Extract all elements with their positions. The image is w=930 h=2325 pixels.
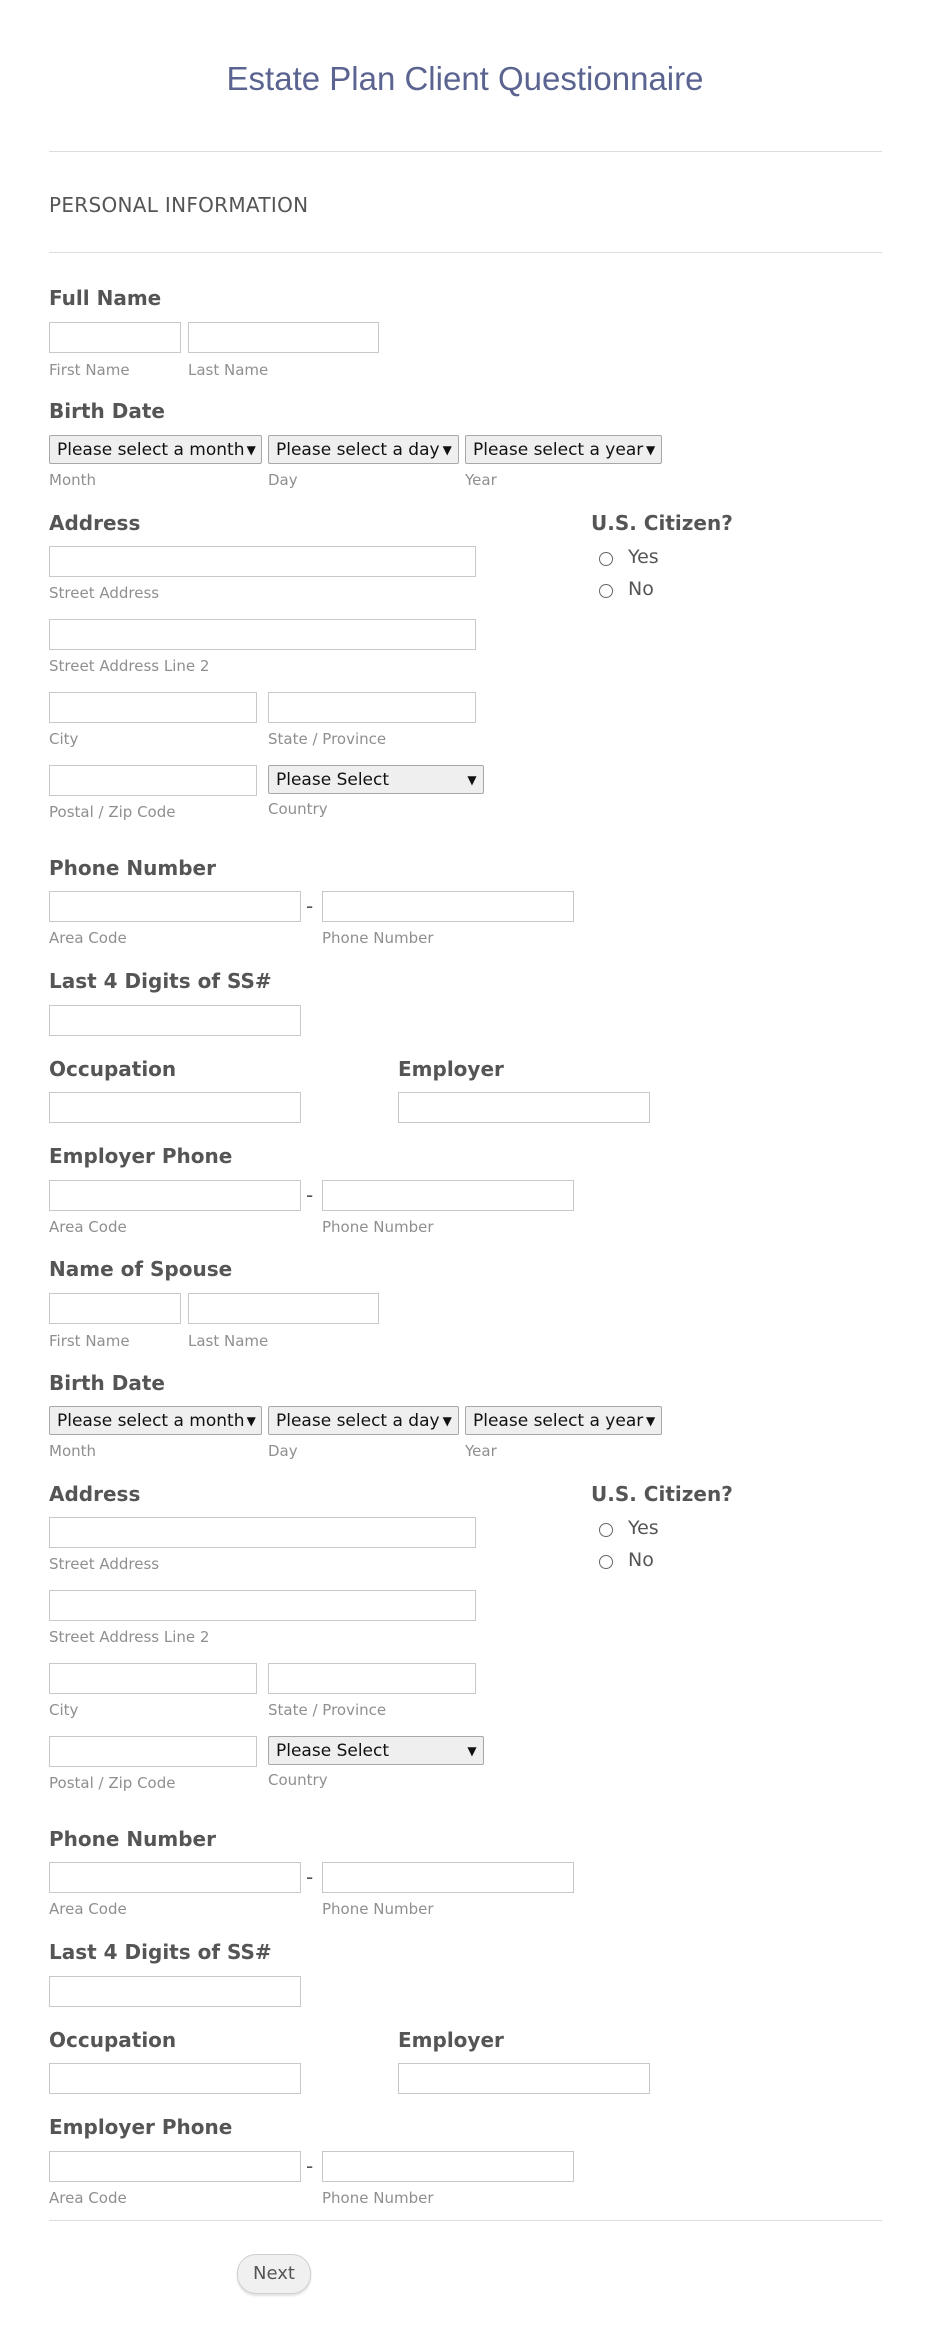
- phone-number-input[interactable]: [322, 891, 574, 922]
- spouse-month-sublabel: Month: [49, 1442, 97, 1460]
- chevron-down-icon: ▼: [442, 1413, 452, 1428]
- citizen-no-label[interactable]: No: [628, 578, 654, 600]
- full-name-label: Full Name: [49, 286, 162, 310]
- day-sublabel: Day: [268, 471, 298, 489]
- street-address-line2-sublabel: Street Address Line 2: [49, 657, 210, 675]
- spouse-citizen-no-radio[interactable]: [599, 1555, 613, 1569]
- birth-year-select[interactable]: [465, 435, 662, 464]
- spouse-country-sublabel: Country: [268, 1771, 328, 1789]
- chevron-down-icon: ▼: [646, 1413, 656, 1428]
- spouse-street-address-line2-input[interactable]: [49, 1590, 476, 1621]
- spouse-birth-day-value: Please select a day: [276, 1410, 440, 1431]
- spouse-citizen-yes-label[interactable]: Yes: [628, 1517, 659, 1539]
- birth-day-value: Please select a day: [276, 439, 440, 460]
- form-title: Estate Plan Client Questionnaire: [226, 60, 704, 97]
- spouse-citizen-yes-radio[interactable]: [599, 1523, 613, 1537]
- chevron-down-icon: ▼: [246, 442, 256, 457]
- chevron-down-icon: ▼: [467, 772, 477, 787]
- spouse-employer-phone-number-sublabel: Phone Number: [322, 2189, 434, 2207]
- spouse-occupation-label: Occupation: [49, 2028, 177, 2052]
- occupation-input[interactable]: [49, 1092, 301, 1123]
- employer-area-code-sublabel: Area Code: [49, 1218, 127, 1236]
- employer-label: Employer: [398, 1057, 504, 1081]
- phone-number-sublabel: Phone Number: [322, 929, 434, 947]
- phone-label: Phone Number: [49, 856, 216, 880]
- spouse-first-name-input[interactable]: [49, 1293, 181, 1324]
- area-code-input[interactable]: [49, 891, 301, 922]
- divider: [49, 252, 882, 253]
- spouse-occupation-input[interactable]: [49, 2063, 301, 2094]
- spouse-phone-number-input[interactable]: [322, 1862, 574, 1893]
- spouse-employer-phone-number-input[interactable]: [322, 2151, 574, 2182]
- birth-date-label: Birth Date: [49, 399, 165, 423]
- spouse-birth-day-select[interactable]: [268, 1406, 459, 1435]
- zip-sublabel: Postal / Zip Code: [49, 803, 176, 821]
- phone-dash: -: [306, 894, 314, 918]
- spouse-state-sublabel: State / Province: [268, 1701, 387, 1719]
- spouse-name-label: Name of Spouse: [49, 1257, 233, 1281]
- phone-dash: -: [306, 1183, 314, 1207]
- spouse-street-address-input[interactable]: [49, 1517, 476, 1548]
- chevron-down-icon: ▼: [442, 442, 452, 457]
- country-sublabel: Country: [268, 800, 328, 818]
- chevron-down-icon: ▼: [467, 1743, 477, 1758]
- state-input[interactable]: [268, 692, 476, 723]
- spouse-employer-label: Employer: [398, 2028, 504, 2052]
- divider: [49, 2220, 882, 2221]
- spouse-last-name-input[interactable]: [188, 1293, 379, 1324]
- employer-input[interactable]: [398, 1092, 650, 1123]
- spouse-country-select[interactable]: [268, 1736, 484, 1765]
- country-select[interactable]: [268, 765, 484, 794]
- ss-input[interactable]: [49, 1005, 301, 1036]
- birth-month-value: Please select a month: [57, 439, 245, 460]
- zip-input[interactable]: [49, 765, 257, 796]
- citizen-yes-radio[interactable]: [599, 552, 613, 566]
- spouse-state-input[interactable]: [268, 1663, 476, 1694]
- country-value: Please Select: [276, 769, 390, 790]
- employer-phone-number-sublabel: Phone Number: [322, 1218, 434, 1236]
- employer-area-code-input[interactable]: [49, 1180, 301, 1211]
- phone-dash: -: [306, 2154, 314, 2178]
- section-title: PERSONAL INFORMATION: [49, 193, 309, 217]
- last-name-sublabel: Last Name: [188, 361, 269, 379]
- spouse-first-name-sublabel: First Name: [49, 1332, 130, 1350]
- chevron-down-icon: ▼: [646, 442, 656, 457]
- phone-dash: -: [306, 1865, 314, 1889]
- citizen-no-radio[interactable]: [599, 584, 613, 598]
- spouse-phone-number-sublabel: Phone Number: [322, 1900, 434, 1918]
- next-button[interactable]: Next: [237, 2254, 311, 2294]
- employer-phone-number-input[interactable]: [322, 1180, 574, 1211]
- spouse-street-address-line2-sublabel: Street Address Line 2: [49, 1628, 210, 1646]
- state-sublabel: State / Province: [268, 730, 387, 748]
- city-input[interactable]: [49, 692, 257, 723]
- address-label: Address: [49, 511, 141, 535]
- spouse-city-sublabel: City: [49, 1701, 79, 1719]
- spouse-birth-month-select[interactable]: [49, 1406, 262, 1435]
- spouse-birth-year-value: Please select a year: [473, 1410, 644, 1431]
- birth-day-select[interactable]: [268, 435, 459, 464]
- city-sublabel: City: [49, 730, 79, 748]
- first-name-sublabel: First Name: [49, 361, 130, 379]
- spouse-zip-input[interactable]: [49, 1736, 257, 1767]
- spouse-country-value: Please Select: [276, 1740, 390, 1761]
- last-name-input[interactable]: [188, 322, 379, 353]
- area-code-sublabel: Area Code: [49, 929, 127, 947]
- spouse-employer-area-code-sublabel: Area Code: [49, 2189, 127, 2207]
- spouse-last-name-sublabel: Last Name: [188, 1332, 269, 1350]
- spouse-ss-label: Last 4 Digits of SS#: [49, 1940, 272, 1964]
- spouse-us-citizen-label: U.S. Citizen?: [591, 1482, 733, 1506]
- spouse-year-sublabel: Year: [465, 1442, 497, 1460]
- spouse-birth-year-select[interactable]: [465, 1406, 662, 1435]
- street-address-line2-input[interactable]: [49, 619, 476, 650]
- year-sublabel: Year: [465, 471, 497, 489]
- employer-phone-label: Employer Phone: [49, 1144, 233, 1168]
- spouse-zip-sublabel: Postal / Zip Code: [49, 1774, 176, 1792]
- spouse-area-code-input[interactable]: [49, 1862, 301, 1893]
- spouse-employer-input[interactable]: [398, 2063, 650, 2094]
- divider: [49, 151, 882, 152]
- street-address-sublabel: Street Address: [49, 584, 160, 602]
- birth-year-value: Please select a year: [473, 439, 644, 460]
- month-sublabel: Month: [49, 471, 97, 489]
- spouse-employer-area-code-input[interactable]: [49, 2151, 301, 2182]
- spouse-day-sublabel: Day: [268, 1442, 298, 1460]
- us-citizen-label: U.S. Citizen?: [591, 511, 733, 535]
- first-name-input[interactable]: [49, 322, 181, 353]
- spouse-birth-date-label: Birth Date: [49, 1371, 165, 1395]
- spouse-area-code-sublabel: Area Code: [49, 1900, 127, 1918]
- spouse-employer-phone-label: Employer Phone: [49, 2115, 233, 2139]
- spouse-phone-label: Phone Number: [49, 1827, 216, 1851]
- spouse-citizen-no-label[interactable]: No: [628, 1549, 654, 1571]
- chevron-down-icon: ▼: [246, 1413, 256, 1428]
- spouse-ss-input[interactable]: [49, 1976, 301, 2007]
- ss-label: Last 4 Digits of SS#: [49, 969, 272, 993]
- birth-month-select[interactable]: [49, 435, 262, 464]
- occupation-label: Occupation: [49, 1057, 177, 1081]
- spouse-city-input[interactable]: [49, 1663, 257, 1694]
- spouse-street-address-sublabel: Street Address: [49, 1555, 160, 1573]
- spouse-birth-month-value: Please select a month: [57, 1410, 245, 1431]
- citizen-yes-label[interactable]: Yes: [628, 546, 659, 568]
- spouse-address-label: Address: [49, 1482, 141, 1506]
- street-address-input[interactable]: [49, 546, 476, 577]
